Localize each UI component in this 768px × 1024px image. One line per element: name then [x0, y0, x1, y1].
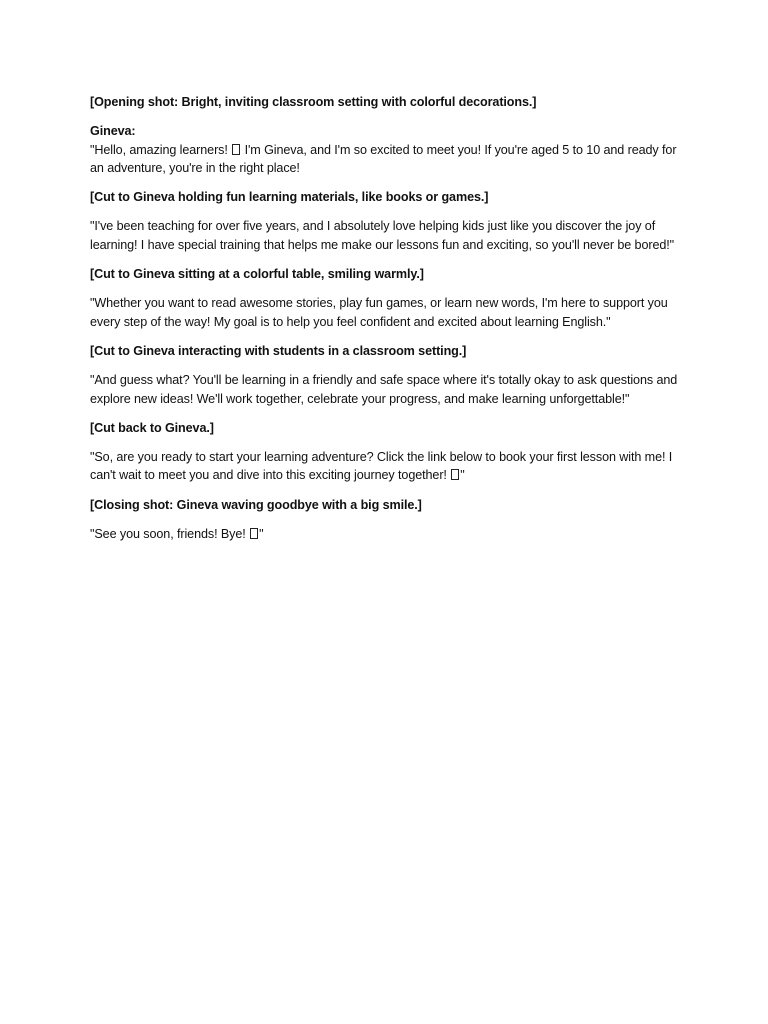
stage-direction-cut-back: [Cut back to Gineva.]	[90, 420, 214, 435]
missing-emoji-glyph-icon	[232, 144, 240, 155]
stage-direction-closing: [Closing shot: Gineva waving goodbye with a big smile.]	[90, 497, 422, 512]
dialogue-goodbye-text: "See you soon, friends! Bye!	[90, 526, 250, 541]
stage-direction-table: [Cut to Gineva sitting at a colorful table, smiling warmly.]	[90, 267, 424, 282]
dialogue-support: "Whether you want to read awesome stories, play fun games, or learn new words, I'm here to support you every step of the way! My goal is to help you feel confident and excited about learning English."	[90, 296, 668, 329]
dialogue-goodbye	[90, 525, 680, 544]
dialogue-greeting-start: "Hello, amazing learners!	[90, 142, 232, 157]
dialogue-cta-text: "So, are you ready to start your learning adventure? Click the link below to book your first lesson with me! I can't wait to meet you and dive into this exciting journey together!	[90, 449, 673, 483]
dialogue-goodbye-end: "	[259, 526, 264, 541]
speaker-intro-block	[90, 122, 680, 178]
dialogue-experience: "I've been teaching for over five years, and I absolutely love helping kids just like you discover the joy of learning! I have special training that helps me make our lessons fun and exciting, so you'll never be bored!"	[90, 219, 675, 253]
missing-emoji-glyph-icon	[250, 528, 258, 539]
speaker-name: Gineva:	[90, 124, 136, 139]
stage-direction-opening: [Opening shot: Bright, inviting classroom setting with colorful decorations.]	[90, 95, 537, 109]
stage-direction-materials: [Cut to Gineva holding fun learning materials, like books or games.]	[90, 190, 489, 205]
dialogue-call-to-action	[90, 448, 680, 485]
dialogue-greeting-end: I'm Gineva, and I'm so excited to meet you! If you're aged 5 to 10 and ready for an adventure, you're in the right place!	[90, 142, 677, 176]
dialogue-safe-space: "And guess what? You'll be learning in a friendly and safe space where it's totally okay to ask questions and explore new ideas! We'll work together, celebrate your progress, and make learning unforgettable!"	[90, 373, 678, 406]
script-text	[90, 93, 680, 554]
missing-emoji-glyph-icon	[451, 469, 459, 480]
dialogue-cta-end: "	[460, 468, 465, 483]
stage-direction-classroom: [Cut to Gineva interacting with students in a classroom setting.]	[90, 343, 467, 358]
